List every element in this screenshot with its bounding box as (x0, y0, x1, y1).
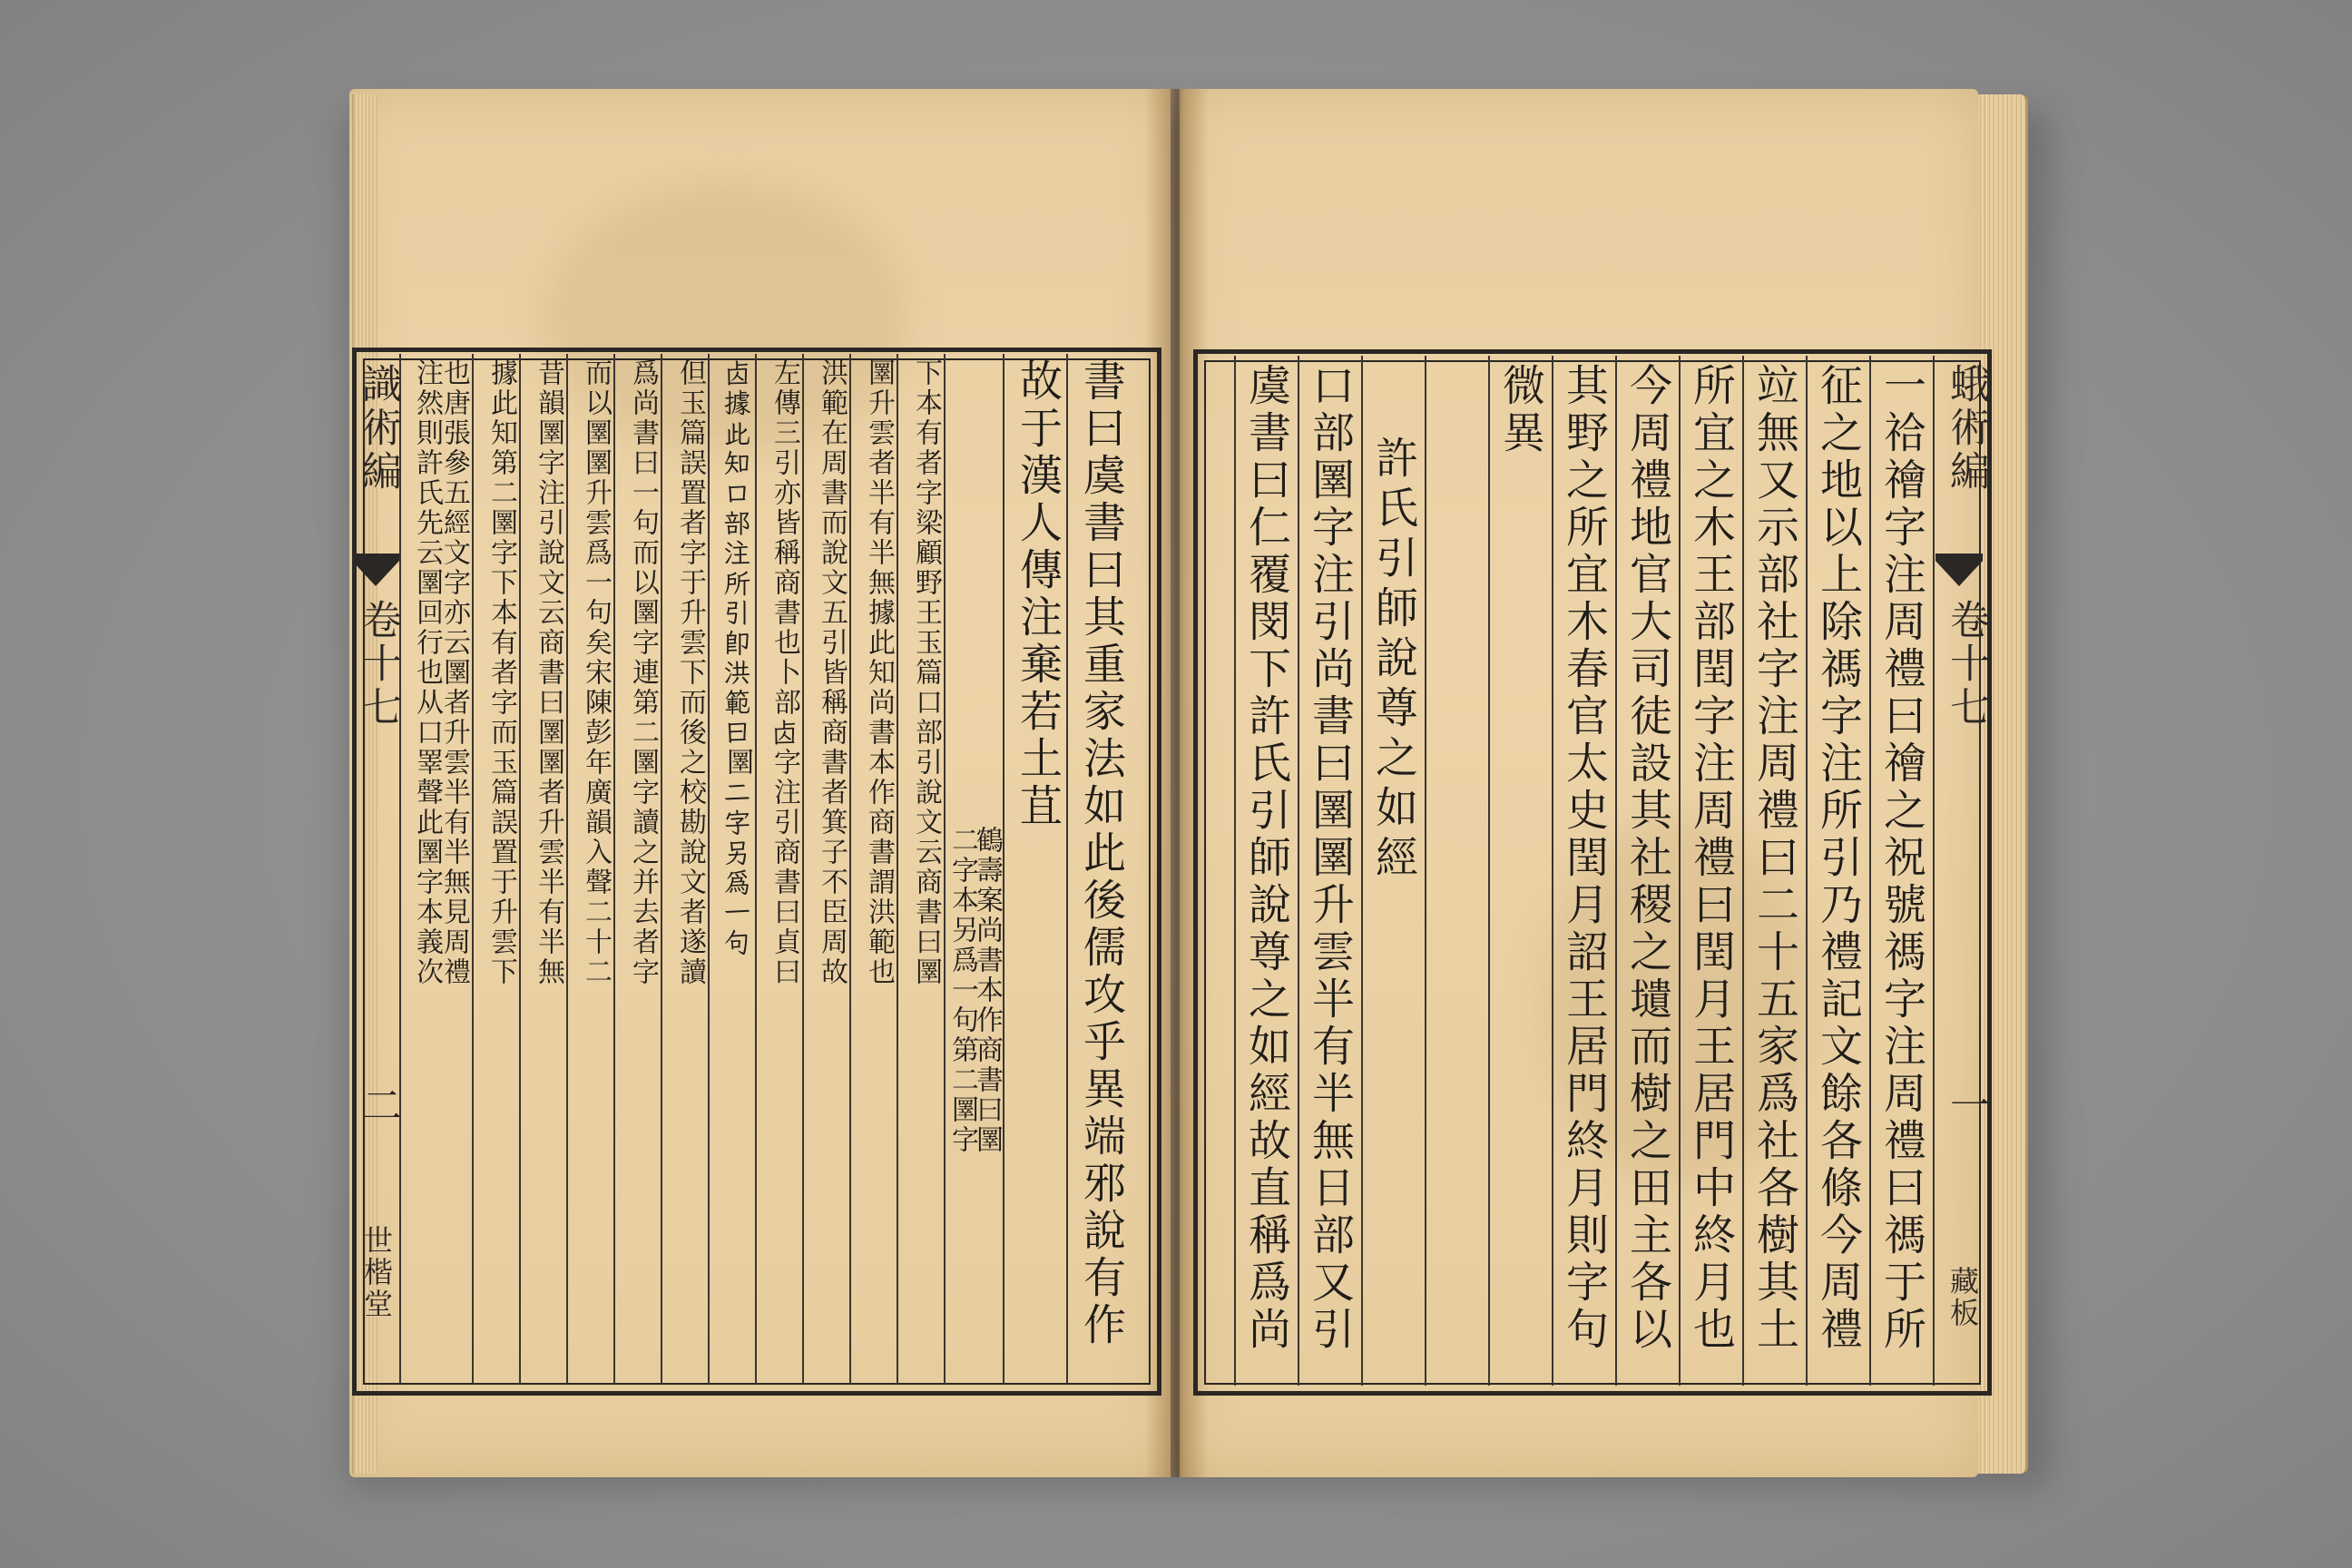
right-main-line-7: 微異 (1495, 363, 1545, 457)
left-small-line-5: 洪範在周書而說文五引皆稱商書者箕子不臣周故 (816, 358, 848, 987)
column-rule (849, 354, 851, 1384)
column-rule (1003, 354, 1004, 1384)
right-margin-publisher: 藏板 (1945, 1266, 1980, 1329)
column-rule (1488, 356, 1490, 1386)
column-rule (944, 354, 946, 1384)
column-rule (472, 354, 474, 1384)
column-rule (613, 354, 615, 1384)
column-rule (1552, 356, 1553, 1386)
column-rule (1615, 356, 1617, 1386)
left-small-line-2: 二字本另爲一句第二圛字 (946, 826, 978, 1155)
left-margin-publisher: 世楷堂 (359, 1225, 394, 1320)
column-rule (1361, 356, 1363, 1386)
left-main-line-2: 故于漢人傳注棄若土苴 (1013, 358, 1063, 830)
right-margin-title: 蛾術編 (1943, 363, 1989, 494)
right-margin-page-number: 一 (1943, 1084, 1989, 1128)
left-small-line-13: 也唐張參五經文字亦云圛者升雲半有半無見周禮 (438, 358, 470, 987)
column-rule (519, 354, 521, 1384)
column-rule (1869, 356, 1871, 1386)
right-main-line-1: 一祫禬字注周禮曰禬之祝號禡字注周禮曰禡于所 (1877, 363, 1926, 1354)
right-main-line-2: 征之地以上除禡字注所引乃禮記文餘各條今周禮 (1813, 363, 1863, 1354)
right-margin-volume: 卷十七 (1943, 599, 1989, 730)
right-main-line-4: 所宜之木王部閏字注周禮曰閏月王居門中終月也 (1686, 363, 1736, 1354)
left-small-line-8: 但玉篇誤置者字于升雲下而後之校勘說文者遂讀 (674, 358, 706, 987)
column-rule (1806, 356, 1808, 1386)
right-main-line-5: 今周禮地官大司徒設其社稷之壝而樹之田主各以 (1622, 363, 1672, 1354)
fishtail-mark-right (1936, 554, 1983, 590)
left-small-line-1: 鶴壽案尚書本作商書曰圛 (971, 826, 1003, 1155)
column-rule (661, 354, 662, 1384)
left-small-line-11: 昔韻圛字注引說文云商書曰圛圛者升雲半有半無 (533, 358, 564, 987)
left-margin-volume: 卷十七 (355, 599, 401, 730)
column-rule (1234, 356, 1236, 1386)
left-small-line-10: 而以圛圛升雲爲一句矣宋陳彭年廣韻入聲二十二 (580, 358, 612, 987)
column-rule (897, 354, 898, 1384)
right-main-line-9: 口部圛字注引尚書曰圛圛升雲半有半無日部又引 (1305, 363, 1355, 1354)
left-margin-title: 識術編 (355, 363, 401, 494)
section-heading: 許氏引師說尊之如經 (1368, 436, 1418, 885)
left-small-line-4: 圛升雲者半有半無據此知尚書本作商書謂洪範也 (863, 358, 895, 987)
left-small-line-6: 左傳三引亦皆稱商書也卜部𠧚字注引商書曰貞曰 (769, 358, 800, 987)
left-small-line-12: 據此知第二圛字下本有者字而玉篇誤置于升雲下 (485, 358, 517, 987)
right-main-line-3: 竝無又示部社字注周禮曰二十五家爲社各樹其土 (1749, 363, 1799, 1354)
column-rule (802, 354, 804, 1384)
column-rule (1679, 356, 1681, 1386)
column-rule (755, 354, 757, 1384)
left-main-line-1: 書曰虞書曰其重家法如此後儒攻乎異端邪說有作 (1076, 358, 1126, 1349)
right-main-line-10: 虞書曰仁覆閔下許氏引師說尊之如經故直稱爲尚 (1241, 363, 1291, 1354)
left-small-line-14: 注然則許氏先云圛回行也从口睪聲此圛字本義次 (411, 358, 443, 987)
left-margin-page-number: 二 (355, 1084, 401, 1128)
column-rule (1425, 356, 1426, 1386)
left-margin-rule (399, 354, 401, 1384)
fishtail-mark-left (352, 554, 399, 590)
column-rule (566, 354, 568, 1384)
left-small-line-3: 下本有者字梁顧野王玉篇口部引說文云商書曰圛 (910, 358, 942, 987)
left-small-line-7: 𠧚據此知口部注所引卽洪範曰圛二字另爲一句 (721, 358, 753, 957)
right-main-line-6: 其野之所宜木春官太史閏月詔王居門終月則字句 (1559, 363, 1609, 1354)
column-rule (1742, 356, 1744, 1386)
right-margin-rule (1933, 356, 1935, 1386)
column-rule (708, 354, 710, 1384)
left-small-line-9: 爲尚書曰一句而以圛字連第二圛字讀之并去者字 (627, 358, 659, 987)
column-rule (1066, 354, 1068, 1384)
column-rule (1298, 356, 1299, 1386)
